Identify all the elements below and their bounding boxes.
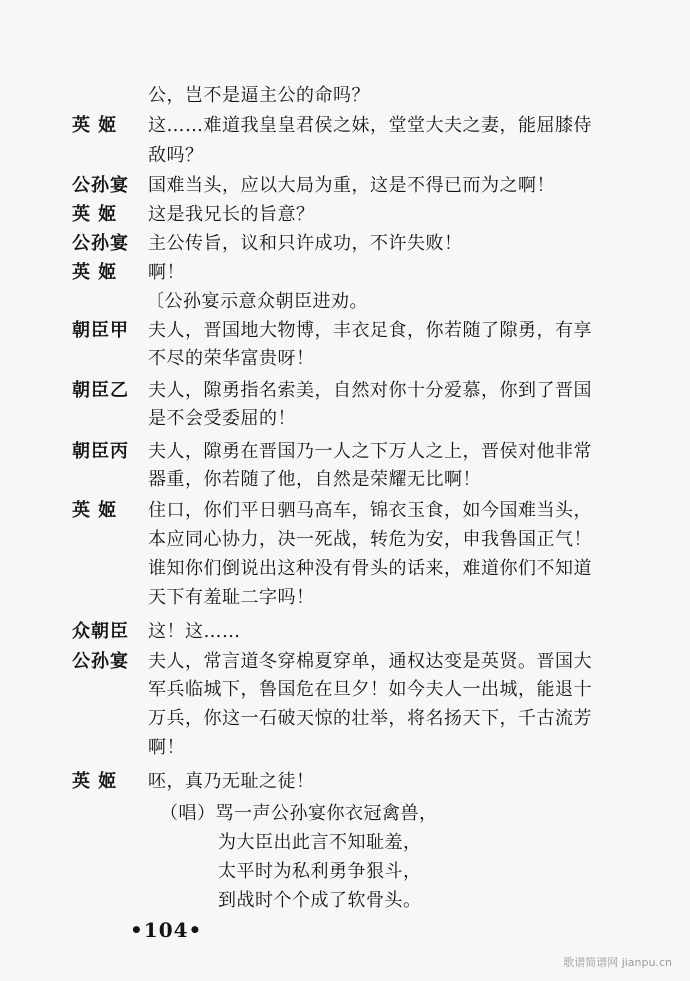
dialogue-line: 夫人，常言道冬穿棉夏穿单，通权达变是英贤。晋国大 xyxy=(148,651,592,672)
speaker-name: 公孙宴 xyxy=(72,175,129,196)
dialogue-line: 军兵临城下，鲁国危在旦夕！如今夫人一出城，能退十 xyxy=(148,679,592,700)
dialogue-line: 夫人，隙勇在晋国乃一人之下万人之上，晋侯对他非常 xyxy=(148,441,592,462)
verse-line: 太平时为私利勇争狠斗， xyxy=(218,861,422,882)
stage-direction: 〔公孙宴示意众朝臣进劝。 xyxy=(146,291,368,312)
dialogue-line: 天下有羞耻二字吗！ xyxy=(148,587,315,608)
dialogue-line: 夫人，晋国地大物博，丰衣足食，你若随了隙勇，有享 xyxy=(148,320,592,341)
speaker-name: 英 姬 xyxy=(72,500,118,521)
verse-line: 到战时个个成了软骨头。 xyxy=(218,890,422,911)
speaker-name: 朝臣丙 xyxy=(72,441,129,462)
speaker-name: 公孙宴 xyxy=(72,233,129,254)
speaker-name: 公孙宴 xyxy=(72,651,129,672)
dialogue-line: 这……难道我皇皇君侯之妹，堂堂大夫之妻，能屈膝侍 xyxy=(148,115,592,136)
dialogue-line: 器重，你若随了他，自然是荣耀无比啊！ xyxy=(148,469,481,490)
page-number: •104• xyxy=(130,918,203,942)
speaker-name: 英 姬 xyxy=(72,204,118,225)
speaker-name: 英 姬 xyxy=(72,262,118,283)
dialogue-line: 这是我兄长的旨意？ xyxy=(148,204,315,225)
dialogue-line: 啊！ xyxy=(148,262,185,283)
dialogue-line: 敌吗？ xyxy=(148,145,204,166)
dialogue-line: 呸，真乃无耻之徒！ xyxy=(148,771,315,792)
dialogue-line: 住口，你们平日驷马高车，锦衣玉食，如今国难当头， xyxy=(148,500,592,521)
dialogue-line: 这！这…… xyxy=(148,621,241,642)
dialogue-line: 夫人，隙勇指名索美，自然对你十分爱慕，你到了晋国 xyxy=(148,380,592,401)
verse-line: 为大臣出此言不知耻羞， xyxy=(218,832,422,853)
dialogue-line: 是不会受委屈的！ xyxy=(148,408,296,429)
speaker-name: 朝臣甲 xyxy=(72,320,129,341)
speaker-name: 朝臣乙 xyxy=(72,380,129,401)
speaker-name: 英 姬 xyxy=(72,771,118,792)
dialogue-line: 万兵，你这一石破天惊的壮举，将名扬天下，千古流芳 xyxy=(148,708,592,729)
dialogue-line: 公，岂不是逼主公的命吗？ xyxy=(148,85,370,106)
dialogue-line: 啊！ xyxy=(148,737,185,758)
dialogue-line: 主公传旨，议和只许成功，不许失败！ xyxy=(148,233,463,254)
dialogue-line: 不尽的荣华富贵呀！ xyxy=(148,348,315,369)
speaker-name: 英 姬 xyxy=(72,115,118,136)
speaker-name: 众朝臣 xyxy=(72,621,129,642)
dialogue-line: 国难当头，应以大局为重，这是不得已而为之啊！ xyxy=(148,175,555,196)
verse-line: （唱）骂一声公孙宴你衣冠禽兽， xyxy=(160,803,438,824)
dialogue-line: 本应同心协力，决一死战，转危为安，申我鲁国正气！ xyxy=(148,529,592,550)
watermark: 歌谱简谱网 jianpu.cn xyxy=(563,956,672,969)
dialogue-line: 谁知你们倒说出这种没有骨头的话来，难道你们不知道 xyxy=(148,558,592,579)
